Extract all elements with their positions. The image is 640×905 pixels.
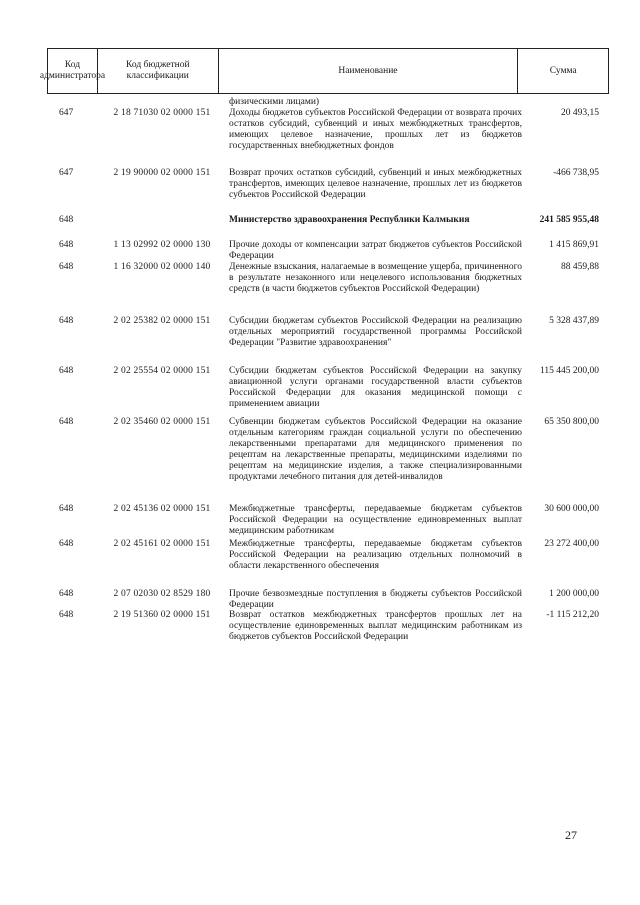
- header-name: Наименование: [219, 49, 519, 93]
- budget-classification-code: 2 02 45161 02 0000 151: [113, 539, 211, 549]
- admin-code: 648: [59, 589, 74, 599]
- admin-code: 648: [59, 262, 74, 272]
- item-sum: 65 350 800,00: [544, 417, 599, 427]
- item-sum: 88 459,88: [561, 262, 599, 272]
- item-name: Доходы бюджетов субъектов Российской Федерации от возврата прочих остатков субсидий, субвенций и иных межбюджетных трансфертов, имеющих целевое назначение, прошлых лет из бюджетов государственных внебюджетных фондов: [229, 108, 522, 151]
- carryover-text: физическими лицами): [229, 97, 320, 107]
- item-name: Прочие безвозмездные поступления в бюджеты субъектов Российской Федерации: [229, 589, 522, 610]
- item-name: Возврат остатков межбюджетных трансфертов прошлых лет на осуществление единовременных выплат медицинским работникам из бюджетов субъектов Российской Федерации: [229, 610, 522, 642]
- item-sum: 115 445 200,00: [539, 366, 599, 376]
- header-sum: Сумма: [549, 65, 577, 76]
- item-name: Субсидии бюджетам субъектов Российской Федерации на реализацию отдельных мероприятий государственной программы Российской Федерации "Развитие здравоохранения": [229, 316, 522, 348]
- table-header: [39, 48, 609, 94]
- item-sum: 1 200 000,00: [549, 589, 599, 599]
- item-sum: 241 585 955,48: [539, 215, 599, 225]
- item-name: Возврат прочих остатков субсидий, субвенций и иных межбюджетных трансфертов, имеющих целевое назначение, прошлых лет из бюджетов субъектов Российской Федерации: [229, 168, 522, 200]
- admin-code: 648: [59, 610, 74, 620]
- item-name: Субсидии бюджетам субъектов Российской Федерации на закупку авиационной услуги органами государственной власти субъектов Российской Федерации для оказания медицинской помощи с применением авиации: [229, 366, 522, 409]
- item-name: Межбюджетные трансферты, передаваемые бюджетам субъектов Российской Федерации на осуществление единовременных выплат медицинским работникам: [229, 504, 522, 536]
- item-sum: 20 493,15: [561, 108, 599, 118]
- page-number: 27: [565, 828, 577, 842]
- budget-classification-code: 2 07 02030 02 8529 180: [113, 589, 211, 599]
- item-name: Министерство здравоохранения Республики Калмыкия: [229, 215, 470, 225]
- admin-code: 648: [59, 316, 74, 326]
- admin-code: 648: [59, 240, 74, 250]
- item-sum: 5 328 437,89: [549, 316, 599, 326]
- admin-code: 648: [59, 215, 74, 225]
- budget-classification-code: 2 02 35460 02 0000 151: [113, 417, 211, 427]
- budget-classification-code: 2 02 45136 02 0000 151: [113, 504, 211, 514]
- admin-code: 647: [59, 168, 74, 178]
- admin-code: 648: [59, 539, 74, 549]
- item-sum: -466 738,95: [553, 168, 599, 178]
- item-name: Межбюджетные трансферты, передаваемые бюджетам субъектов Российской Федерации на реализацию отдельных полномочий в области лекарственного обеспечения: [229, 539, 522, 571]
- budget-classification-code: 2 02 25382 02 0000 151: [113, 316, 211, 326]
- item-sum: 23 272 400,00: [544, 539, 599, 549]
- item-sum: 30 600 000,00: [544, 504, 599, 514]
- header-code: Код администратора: [48, 49, 98, 93]
- item-name: Прочие доходы от компенсации затрат бюджетов субъектов Российской Федерации: [229, 240, 522, 261]
- budget-classification-code: 2 19 90000 02 0000 151: [113, 168, 211, 178]
- admin-code: 648: [59, 417, 74, 427]
- admin-code: 648: [59, 366, 74, 376]
- budget-classification-code: 2 18 71030 02 0000 151: [113, 108, 211, 118]
- budget-classification-code: 2 19 51360 02 0000 151: [113, 610, 211, 620]
- admin-code: 648: [59, 504, 74, 514]
- item-name: Денежные взыскания, налагаемые в возмещение ущерба, причиненного в результате незаконного или нецелевого использования бюджетных средств (в части бюджетов субъектов Российской Федерации): [229, 262, 522, 294]
- item-name: Субвенции бюджетам субъектов Российской Федерации на оказание отдельным категориям граждан социальной услуги по обеспечению лекарственными препаратами для медицинского применения по рецептам на лекарственные препараты, медицинскими изделиями по рецептам на медицинские изделия, а также специализированными продуктами лечебного питания для детей-инвалидов: [229, 417, 522, 482]
- item-sum: -1 115 212,20: [546, 610, 599, 620]
- item-sum: 1 415 869,91: [549, 240, 599, 250]
- budget-classification-code: 2 02 25554 02 0000 151: [113, 366, 211, 376]
- budget-classification-code: 1 13 02992 02 0000 130: [113, 240, 211, 250]
- budget-classification-code: 1 16 32000 02 0000 140: [113, 262, 211, 272]
- admin-code: 647: [59, 108, 74, 118]
- header-classification: Код бюджетной классификации: [98, 49, 219, 93]
